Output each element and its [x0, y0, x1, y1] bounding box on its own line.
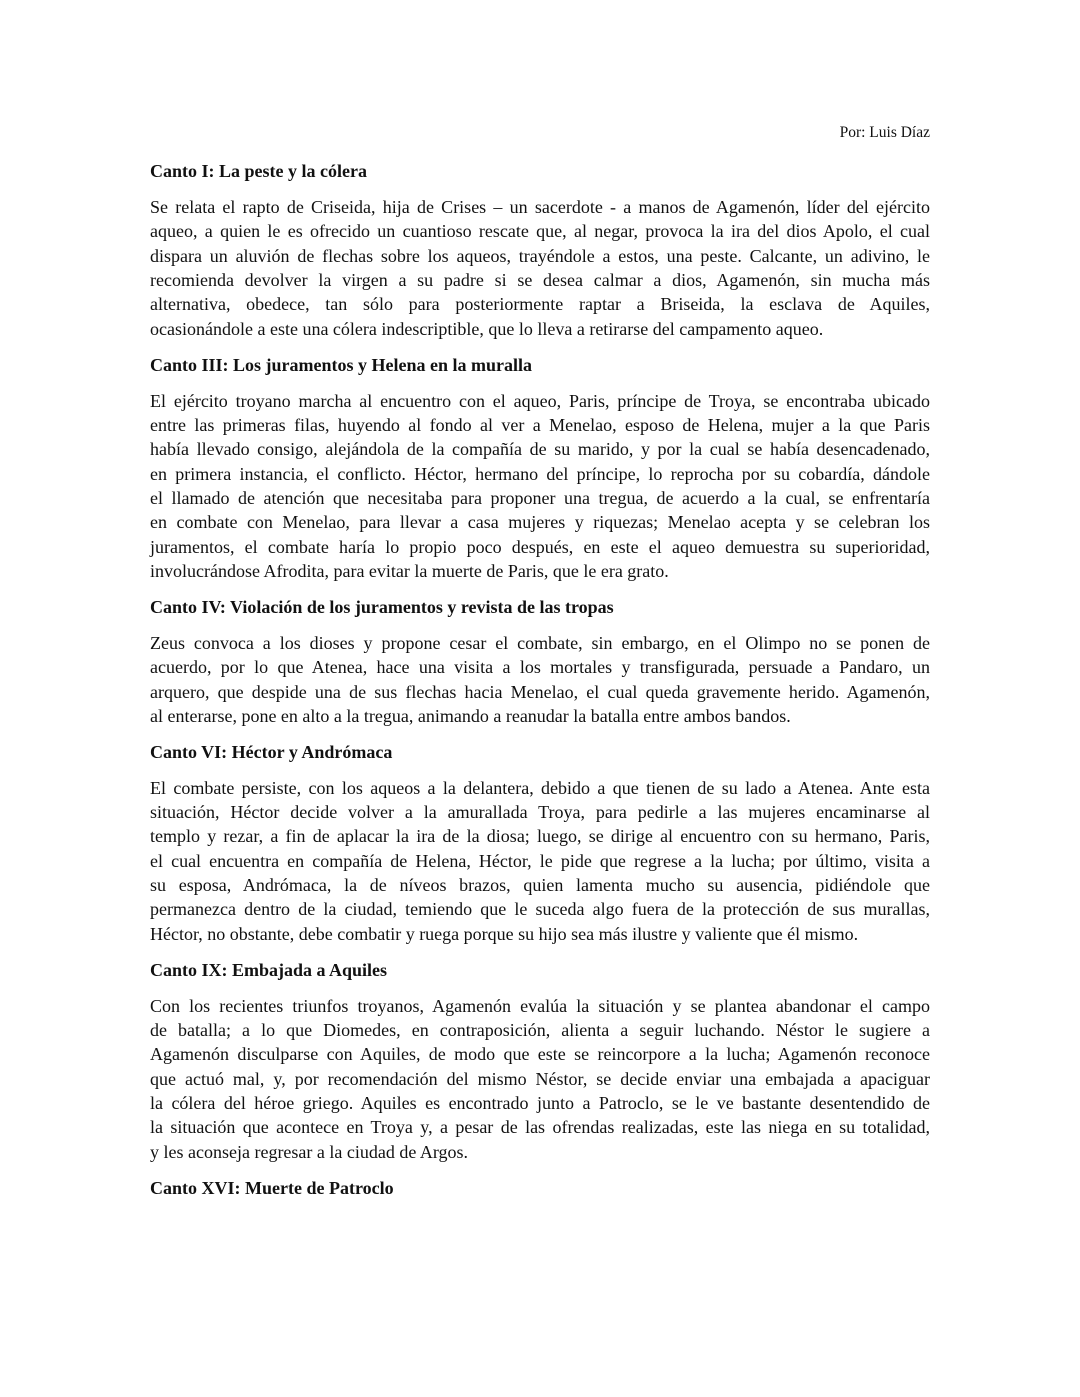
paragraph-line: permanezca dentro de la ciudad, temiendo que le suceda algo fuera de la protección de sus murallas,: [150, 899, 930, 920]
paragraph-line: la situación que acontece en Troya y, a pesar de las ofrendas realizadas, este las niega en su totalidad,: [150, 1117, 930, 1138]
paragraph-line: ocasionándole a este una cólera indescriptible, que lo lleva a retirarse del campamento aqueo.: [150, 318, 824, 339]
canto-section: [150, 352, 930, 584]
canto-section: [150, 739, 930, 946]
paragraph-line: arquero, que despide una de sus flechas hacia Menelao, el cual queda gravemente herido. Agamenón,: [150, 681, 930, 702]
paragraph-line: templo y rezar, a fin de aplacar la ira de la diosa; luego, se dirige al encuentro con su hermano, Paris,: [150, 826, 930, 847]
paragraph-line: el llamado de atención que necesitaba para proponer una tregua, de acuerdo a la cual, se enfrentaría: [150, 487, 930, 508]
paragraph-line: y les aconseja regresar a la ciudad de Argos.: [150, 1141, 469, 1162]
section-paragraph: [150, 631, 930, 728]
paragraph-line: involucrándose Afrodita, para evitar la muerte de Paris, que le era grato.: [150, 560, 669, 581]
document-body: [150, 158, 930, 1212]
paragraph-line: el cual encuentra en compañía de Helena, Héctor, le pide que regrese a la lucha; por último, visita a: [150, 850, 930, 871]
section-paragraph: [150, 389, 930, 584]
paragraph-line: en primera instancia, el conflicto. Héctor, hermano del príncipe, lo reprocha por su cobardía, dándole: [150, 463, 930, 484]
paragraph-line: en combate con Menelao, para llevar a casa mujeres y riquezas; Menelao acepta y se celebran los: [150, 512, 930, 533]
canto-section: [150, 1175, 930, 1201]
paragraph-line: al enterarse, pone en alto a la tregua, animando a reanudar la batalla entre ambos bandos.: [150, 705, 791, 726]
paragraph-line: Héctor, no obstante, debe combatir y ruega porque su hijo sea más ilustre y valiente que él mismo.: [150, 923, 859, 944]
section-heading: Canto I: La peste y la cólera: [150, 161, 367, 181]
section-heading: Canto IX: Embajada a Aquiles: [150, 959, 388, 980]
paragraph-line: su esposa, Andrómaca, la de níveos brazos, quien lamenta mucho su ausencia, pidiéndole que: [150, 875, 930, 896]
paragraph-line: El combate persiste, con los aqueos a la delantera, debido a que tienen de su lado a Atenea. Ante esta: [150, 777, 930, 798]
paragraph-line: acuerdo, por lo que Atenea, hace una visita a los mortales y transfigurada, persuade a Pandaro, un: [150, 657, 930, 678]
paragraph-line: entre las primeras filas, huyendo al fondo al ver a Menelao, esposo de Helena, mujer a la que Paris: [150, 414, 930, 435]
paragraph-line: Con los recientes triunfos troyanos, Agamenón evalúa la situación y se plantea abandonar el campo: [150, 995, 930, 1016]
canto-section: [150, 594, 930, 728]
paragraph-line: situación, Héctor decide volver a la amurallada Troya, para pedirle a las mujeres encaminarse al: [150, 802, 930, 823]
paragraph-line: El ejército troyano marcha al encuentro con el aqueo, Paris, príncipe de Troya, se encontraba ubicado: [150, 390, 930, 411]
paragraph-line: había llevado consigo, alejándola de la compañía de su marido, y por la cual se había desencadenado,: [150, 439, 930, 460]
paragraph-line: la cólera del héroe griego. Aquiles es encontrado junto a Patroclo, se le ve bastante desentendido de: [150, 1092, 930, 1113]
paragraph-line: recomienda devolver la virgen a su padre si se desea calmar a dios, Agamenón, sin mucha más: [150, 270, 930, 291]
paragraph-line: dispara un aluvión de flechas sobre los aqueos, trayéndole a estos, una peste. Calcante, un adivino, le: [150, 245, 930, 266]
section-heading: Canto VI: Héctor y Andrómaca: [150, 741, 393, 762]
paragraph-line: aqueo, a quien le es ofrecido un cuantioso rescate que, al negar, provoca la ira del dios Apolo, el cual: [150, 221, 930, 242]
section-heading: Canto XVI: Muerte de Patroclo: [150, 1177, 394, 1198]
paragraph-line: juramentos, el combate haría lo propio poco después, en este el aqueo demuestra su superioridad,: [150, 536, 930, 557]
section-heading: Canto IV: Violación de los juramentos y revista de las tropas: [150, 596, 614, 617]
section-paragraph: [150, 994, 930, 1164]
author-line: Por: Luis Díaz: [839, 124, 930, 141]
paragraph-line: alternativa, obedece, tan sólo para posteriormente raptar a Briseida, la esclava de Aquiles,: [150, 294, 930, 315]
paragraph-line: Se relata el rapto de Criseida, hija de Crises – un sacerdote - a manos de Agamenón, líder del ejército: [150, 197, 930, 217]
paragraph-line: Zeus convoca a los dioses y propone cesar el combate, sin embargo, en el Olimpo no se ponen de: [150, 632, 930, 653]
canto-section: [150, 158, 930, 341]
canto-section: [150, 957, 930, 1164]
section-paragraph: [150, 776, 930, 946]
section-paragraph: [150, 195, 930, 341]
paragraph-line: Agamenón disculparse con Aquiles, de modo que este se reincorpore a la lucha; Agamenón reconoce: [150, 1044, 930, 1065]
section-heading: Canto III: Los juramentos y Helena en la muralla: [150, 354, 532, 375]
paragraph-line: de batalla; a lo que Diomedes, en contraposición, alienta a seguir luchando. Néstor le sugiere a: [150, 1019, 930, 1040]
paragraph-line: que actuó mal, y, por recomendación del mismo Néstor, se decide enviar una embajada a apaciguar: [150, 1068, 930, 1089]
